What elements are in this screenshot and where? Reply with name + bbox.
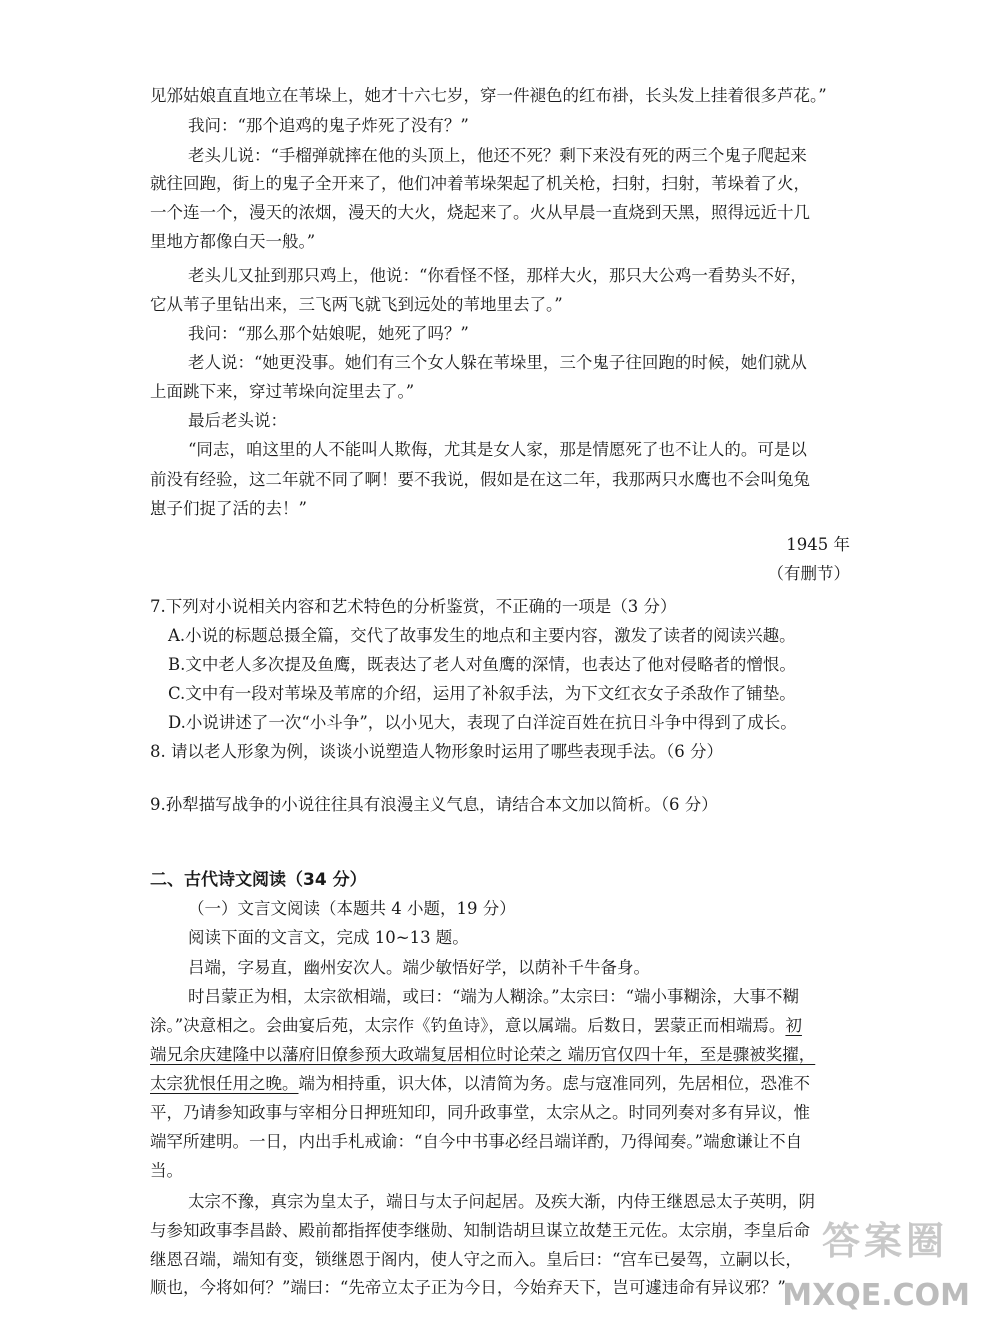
story-line: 老头儿说：“手榴弹就摔在他的头顶上，他还不死？剩下来没有死的两三个鬼子爬起来 (188, 146, 807, 165)
passage-line: 平，乃请参知政事与宰相分日押班知印，同升政事堂，太宗从之。时同列奏对多有异议，惟 (150, 1103, 810, 1122)
story-line: 老头儿又扯到那只鸡上，他说：“你看怪不怪，那样大火，那只大公鸡一看势头不好， (188, 266, 807, 285)
story-line: 我问：“那么那个姑娘呢，她死了吗？” (188, 324, 469, 343)
story-line: 见邠姑娘直直地立在苇垛上，她才十六七岁，穿一件褪色的红布褂，长头发上挂着很多芦花。” (150, 86, 827, 105)
section-subtitle: （一）文言文阅读（本题共 4 小题，19 分） (188, 899, 516, 918)
story-line: 最后老头说： (188, 411, 287, 430)
story-line: 前没有经验，这二年就不同了啊！要不我说，假如是在这二年，我那两只水鹰也不会叫兔兔 (150, 470, 810, 489)
question-7-option-a: A.小说的标题总摄全篇，交代了故事发生的地点和主要内容，激发了读者的阅读兴趣。 (168, 626, 796, 645)
underlined-text: 太宗犹恨任用之晚。 (150, 1074, 299, 1093)
watermark-logo: 答案圈 (822, 1219, 949, 1263)
story-line: 就往回跑，街上的鬼子全开来了，他们冲着苇垛架起了机关枪，扫射，扫射，苇垛着了火， (150, 174, 810, 193)
question-8: 8. 请以老人形象为例，谈谈小说塑造人物形象时运用了哪些表现手法。（6 分） (150, 742, 723, 761)
section-instruction: 阅读下面的文言文，完成 10~13 题。 (188, 928, 469, 947)
story-note: （有删节） (767, 564, 850, 583)
passage-line (150, 1014, 802, 1038)
story-line: 崽子们捉了活的去！” (150, 499, 307, 518)
question-7-option-c: C.文中有一段对苇垛及苇席的介绍，运用了补叙手法，为下文红衣女子杀敌作了铺垫。 (168, 684, 796, 703)
passage-line: 继恩召端，端知有变，锁继恩于阁内，使人守之而入。皇后曰：“宫车已晏驾，立嗣以长， (150, 1250, 802, 1269)
passage-line: 与参知政事李昌龄、殿前都指挥使李继勋、知制诰胡旦谋立故楚王元佐。太宗崩，李皇后命 (150, 1221, 810, 1240)
question-9: 9.孙犁描写战争的小说往往具有浪漫主义气息，请结合本文加以简析。（6 分） (150, 795, 718, 814)
story-line: 里地方都像白天一般。” (150, 232, 316, 251)
underlined-text: 初 (785, 1016, 802, 1035)
story-line: 上面跳下来，穿过苇垛向淀里去了。” (150, 382, 415, 401)
passage-line: 端罕所建明。一日，内出手札戒谕：“自今中书事必经吕端详酌，乃得闻奏。”端愈谦让不自 (150, 1132, 803, 1151)
passage-line (150, 1072, 810, 1096)
underlined-passage-line: 端兄余庆建隆中以藩府旧僚参预大政端复居相位时论荣之 端历官仅四十年，至是骤被奖擢， (150, 1045, 816, 1064)
story-line: 一个连一个，漫天的浓烟，漫天的大火，烧起来了。火从早晨一直烧到天黑，照得远近十几 (150, 203, 810, 222)
passage-text: 端为相持重，识大体，以清简为务。虑与寇准同列，先居相位，恐准不 (298, 1074, 810, 1093)
passage-line: 太宗不豫，真宗为皇太子，端日与太子问起居。及疾大渐，内侍王继恩忌太子英明，阴 (188, 1192, 815, 1211)
passage-line: 吕端，字易直，幽州安次人。端少敏悟好学，以荫补千牛备身。 (188, 958, 650, 977)
passage-line: 顺也，今将如何？”端曰：“先帝立太子正为今日，今始弃天下，岂可遽违命有异议邪？” (150, 1278, 786, 1297)
passage-line: 当。 (150, 1161, 183, 1180)
story-year: 1945 年 (786, 535, 850, 554)
passage-line: 时吕蒙正为相，太宗欲相端，或曰：“端为人糊涂。”太宗曰：“端小事糊涂，大事不糊 (188, 987, 800, 1006)
passage-text: 涂。”决意相之。会曲宴后苑，太宗作《钓鱼诗》，意以属端。后数日，罢蒙正而相端焉。 (150, 1016, 786, 1035)
watermark-url: MXQE.COM (782, 1278, 970, 1313)
section-title: 二、古代诗文阅读（34 分） (150, 870, 367, 890)
story-line: 我问：“那个追鸡的鬼子炸死了没有？” (188, 116, 469, 135)
question-7: 7.下列对小说相关内容和艺术特色的分析鉴赏，不正确的一项是（3 分） (150, 597, 677, 616)
question-7-option-b: B.文中老人多次提及鱼鹰，既表达了老人对鱼鹰的深情，也表达了他对侵略者的憎恨。 (168, 655, 796, 674)
story-line: 老人说：“她更没事。她们有三个女人躲在苇垛里，三个鬼子往回跑的时候，她们就从 (188, 353, 807, 372)
story-line: 它从苇子里钻出来，三飞两飞就飞到远处的苇地里去了。” (150, 295, 563, 314)
question-7-option-d: D.小说讲述了一次“小斗争”，以小见大，表现了白洋淀百姓在抗日斗争中得到了成长。 (168, 713, 797, 732)
story-line: “同志，咱这里的人不能叫人欺侮，尤其是女人家，那是情愿死了也不让人的。可是以 (188, 440, 807, 459)
